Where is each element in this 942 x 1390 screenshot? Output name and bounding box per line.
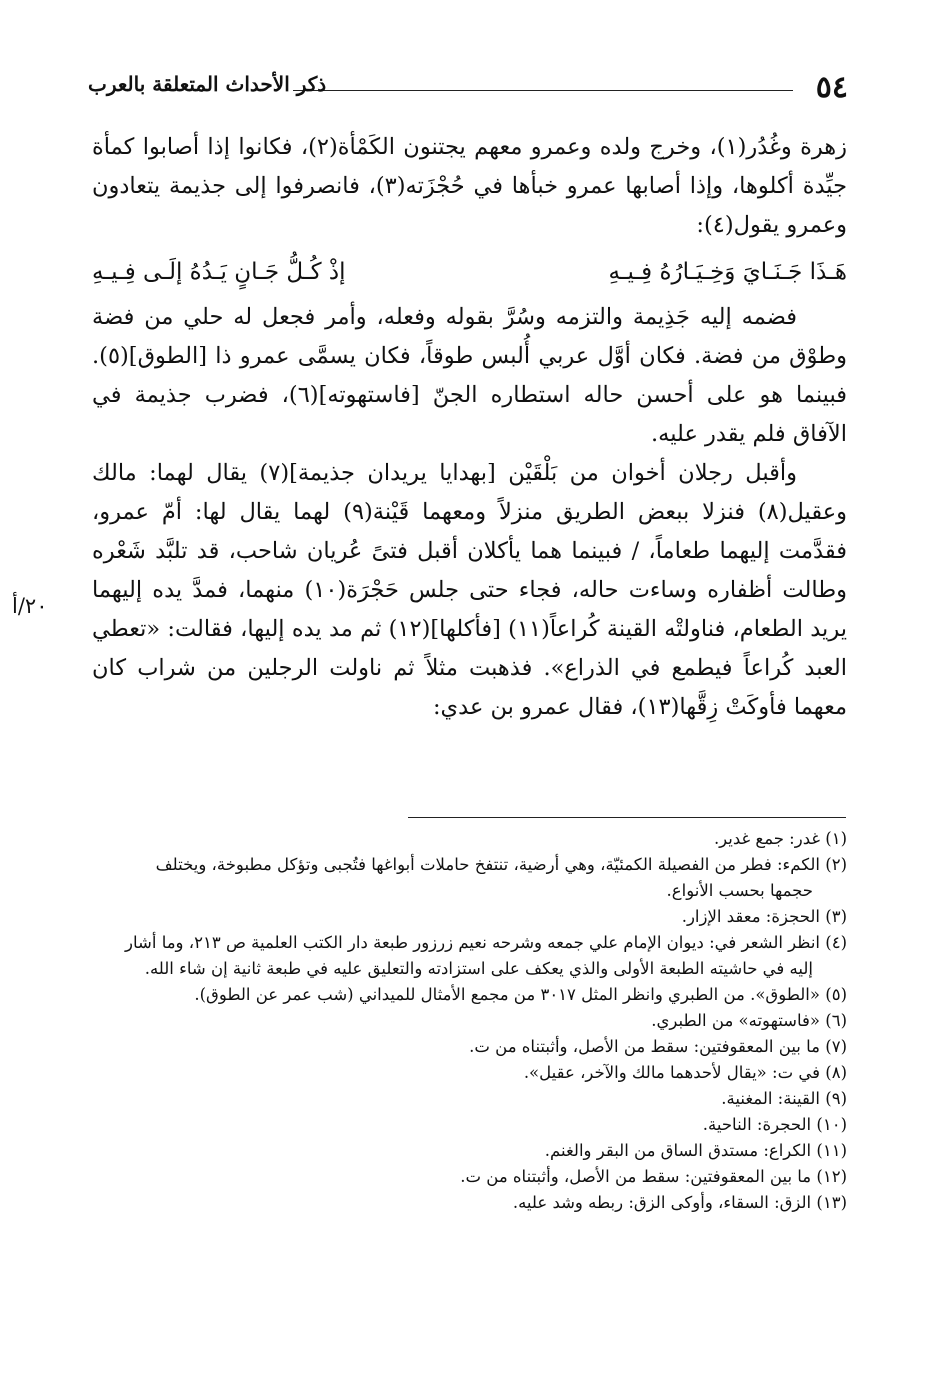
paragraph-2: فضمه إليه جَذِيمة والتزمه وسُرَّ بقوله وفعله، وأمر فجعل له حلي من فضة وطوْق من فضة. فكان أوَّل عربي أُلبس طوقاً، فكان يسمَّى عمرو ذا [الطوق](٥). فبينما هو على أحسن حاله استطاره الجنّ [فاستهوته](٦)، فضرب جذيمة في الآفاق فلم يقدر عليه. <box>92 304 847 447</box>
footnote: (٦) «فاستهوته» من الطبري. <box>651 1011 847 1030</box>
footnote: (٣) الحجزة: معقد الإزار. <box>681 907 847 926</box>
header-rule <box>293 90 793 91</box>
manuscript-folio-note: ٢٠/أ <box>12 594 48 618</box>
footnote: (٢) الكمء: فطر من الفصيلة الكمئيّة، وهي أرضية، تنتفخ حاملات أبواغها فتُجبى وتؤكل مطبوخة، ويختلف <box>155 855 847 874</box>
footnote-continuation: حجمها بحسب الأنواع. <box>666 881 813 900</box>
page-number: ٥٤ <box>815 70 848 105</box>
footnotes <box>92 826 847 1216</box>
footnote: (٨) في ت: «يقال لأحدهما مالك والآخر، عقيل». <box>523 1063 847 1082</box>
footnote-continuation: إليه في حاشيته الطبعة الأولى والذي يعكف على استزادته والتعليق عليه في طبعة ثانية إن شاء الله. <box>144 959 813 978</box>
poem-hemistich-left: إذْ كُـلُّ جَـانٍ يَـدُهُ إلَـى فِـيـهِ <box>92 259 346 285</box>
poem-verse <box>92 253 847 292</box>
paragraph-3: وأقبل رجلان أخوان من بَلْقَيْن [بهدايا يريدان جذيمة](٧) يقال لهما: مالك وعقيل(٨) فنزلا ببعض الطريق منزلاً ومعهما قَيْنة(٩) لهما يقال لها: أمّ عمرو، فقدَّمت إليهما طعاماً، / فبينما هما يأكلان أقبل فتىً عُريان شاحب، قد تلبَّد شَعْره وطالت أظفاره وساءت حاله، فجاء حتى جلس حَجْرَة(١٠) منهما، فمدَّ يده إليهما يريد الطعام، فناولتْه القينة كُراعاً(١١) [فأكلها](١٢) ثم مد يده إليها، فقالت: «تعطي العبد كُراعاً فيطمع في الذراع». فذهبت مثلاً ثم ناولت الرجلين من شراب كان معهما فأوكَتْ زِقَّها(١٣)، فقال عمرو بن عدي: <box>92 460 847 720</box>
footnote: (١٠) الحجرة: الناحية. <box>702 1115 847 1134</box>
footnote: (٥) «الطوق». من الطبري وانظر المثل ٣٠١٧ من مجمع الأمثال للميداني (شب عمر عن الطوق). <box>194 985 847 1004</box>
footnote: (٤) انظر الشعر في: ديوان الإمام علي جمعه وشرحه نعيم زرزور طبعة دار الكتب العلمية ص ٢١٣، وما أشار <box>125 933 847 952</box>
poem-hemistich-right: هَـذَا جَـنَـايَ وَخِـيَـارُهُ فِـيـهِ <box>608 259 847 285</box>
footnote: (٧) ما بين المعقوفتين: سقط من الأصل، وأثبتناه من ت. <box>469 1037 847 1056</box>
footnote: (٩) القينة: المغنية. <box>721 1089 847 1108</box>
footnote-rule <box>408 817 846 818</box>
footnote: (١) غدر: جمع غدير. <box>713 829 847 848</box>
page-header <box>88 68 848 108</box>
footnote: (١٢) ما بين المعقوفتين: سقط من الأصل، وأثبتناه من ت. <box>460 1167 847 1186</box>
main-text <box>92 128 847 727</box>
footnote: (١٣) الزق: السقاء، وأوكى الزق: ربطه وشد عليه. <box>512 1193 847 1212</box>
footnote: (١١) الكراع: مستدق الساق من البقر والغنم. <box>544 1141 847 1160</box>
paragraph-1: زهرة وغُدُر(١)، وخرج ولده وعمرو معهم يجتنون الكَمْأة(٢)، فكانوا إذا أصابوا كمأة جيِّدة أكلوها، وإذا أصابها عمرو خبأها في حُجْزَته(٣)، فانصرفوا إلى جذيمة يتعادون وعمرو يقول(٤): <box>92 134 848 238</box>
running-title: ذكر الأحداث المتعلقة بالعرب <box>88 72 327 96</box>
